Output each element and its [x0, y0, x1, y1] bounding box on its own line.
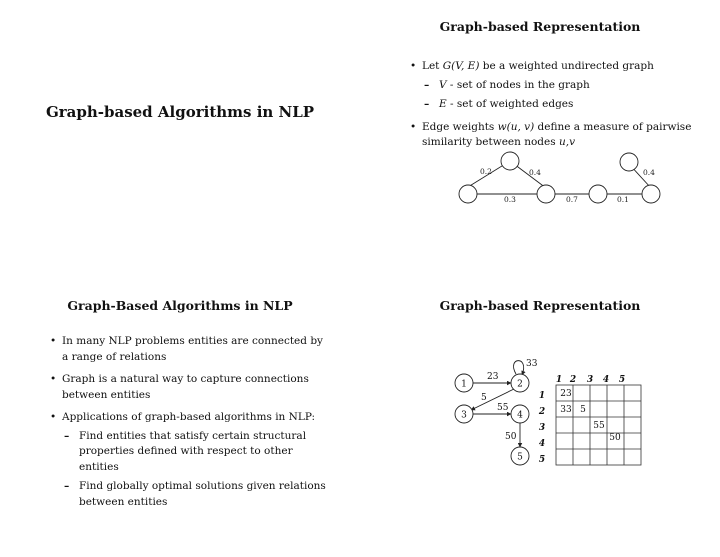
- sub-find-entities: – Find entities that satisfy certain structural properties defined with respect to other entities: [62, 429, 330, 476]
- graph-node: [537, 185, 555, 203]
- weighted-graph-diagram: [360, 0, 720, 278]
- weight-label: 0.3: [504, 195, 516, 204]
- matrix-col-header: 4: [602, 375, 610, 385]
- main-title: Graph-based Algorithms in NLP: [45, 103, 315, 121]
- bullet-edge-weights: • Edge weights w(u, v) define a measure of pairwise similarity between nodes u,v: [410, 120, 715, 151]
- matrix-row-header: 1: [538, 391, 546, 401]
- graph-node: [620, 153, 638, 171]
- slide4-title: Graph-based Representation: [439, 298, 641, 313]
- matrix-cell: 50: [609, 433, 621, 443]
- graph-node: [459, 185, 477, 203]
- graph-node: [642, 185, 660, 203]
- sub-edges: – E - set of weighted edges: [422, 97, 715, 113]
- self-loop-edge: [514, 361, 524, 375]
- weight-label: 0.7: [566, 195, 578, 204]
- slide-graph-representation: [360, 0, 720, 278]
- matrix-col-header: 3: [586, 375, 594, 385]
- bullet-applications: • Applications of graph-based algorithms in NLP: – Find entities that satisfy certain structural properties defined with respect to other entities – Find globally optimal solutions given relations between entities: [50, 410, 330, 510]
- weight-label: 0.4: [643, 168, 655, 177]
- slide3-bullets: [50, 334, 330, 517]
- node-label: 4: [517, 410, 523, 421]
- bullet-relations: • In many NLP problems entities are connected by a range of relations: [50, 334, 330, 365]
- sub-nodes: – V - set of nodes in the graph: [422, 78, 715, 94]
- matrix-col-header: 5: [618, 375, 626, 385]
- math-graph: G(V, E): [442, 60, 480, 72]
- matrix-row-header: 4: [538, 439, 546, 449]
- slide-graph-matrix: [360, 279, 720, 557]
- slide-title: [0, 0, 360, 278]
- matrix-col-header: 2: [569, 375, 577, 385]
- graph-node: [589, 185, 607, 203]
- edge-weight-label: 50: [505, 432, 517, 442]
- matrix-cell: 5: [580, 405, 586, 415]
- edge-weight-label: 33: [526, 359, 538, 369]
- edge-weight-label: 23: [487, 372, 499, 382]
- sub-global-optimal: – Find globally optimal solutions given relations between entities: [62, 479, 330, 510]
- node-label: 2: [517, 379, 523, 390]
- slide-graph-algorithms: [0, 279, 360, 557]
- matrix-row-header: 5: [538, 455, 546, 465]
- weight-label: 0.4: [529, 168, 541, 177]
- weight-label: 0.1: [617, 195, 629, 204]
- bullet-natural-way: • Graph is a natural way to capture connections between entities: [50, 372, 330, 403]
- bullet-graph-def: • Let G(V, E) be a weighted undirected graph – V - set of nodes in the graph – E - set of weighted edges: [410, 59, 715, 113]
- graph-node: [501, 152, 519, 170]
- matrix-cell: 55: [593, 421, 605, 431]
- weight-label: 0.2: [480, 167, 492, 176]
- slide3-title: Graph-Based Algorithms in NLP: [67, 298, 293, 313]
- node-label: 1: [461, 379, 467, 390]
- matrix-cell: 33: [560, 405, 572, 415]
- edge-weight-label: 55: [497, 403, 509, 413]
- matrix-row-header: 3: [538, 423, 546, 433]
- graph-adjacency-diagram: [360, 279, 720, 557]
- node-label: 3: [461, 410, 467, 421]
- matrix-row-header: 2: [538, 407, 546, 417]
- matrix-col-header: 1: [555, 375, 563, 385]
- edge-weight-label: 5: [481, 393, 487, 403]
- matrix-cell: 23: [560, 389, 572, 399]
- slide2-title: Graph-based Representation: [439, 19, 641, 34]
- node-label: 5: [517, 452, 523, 463]
